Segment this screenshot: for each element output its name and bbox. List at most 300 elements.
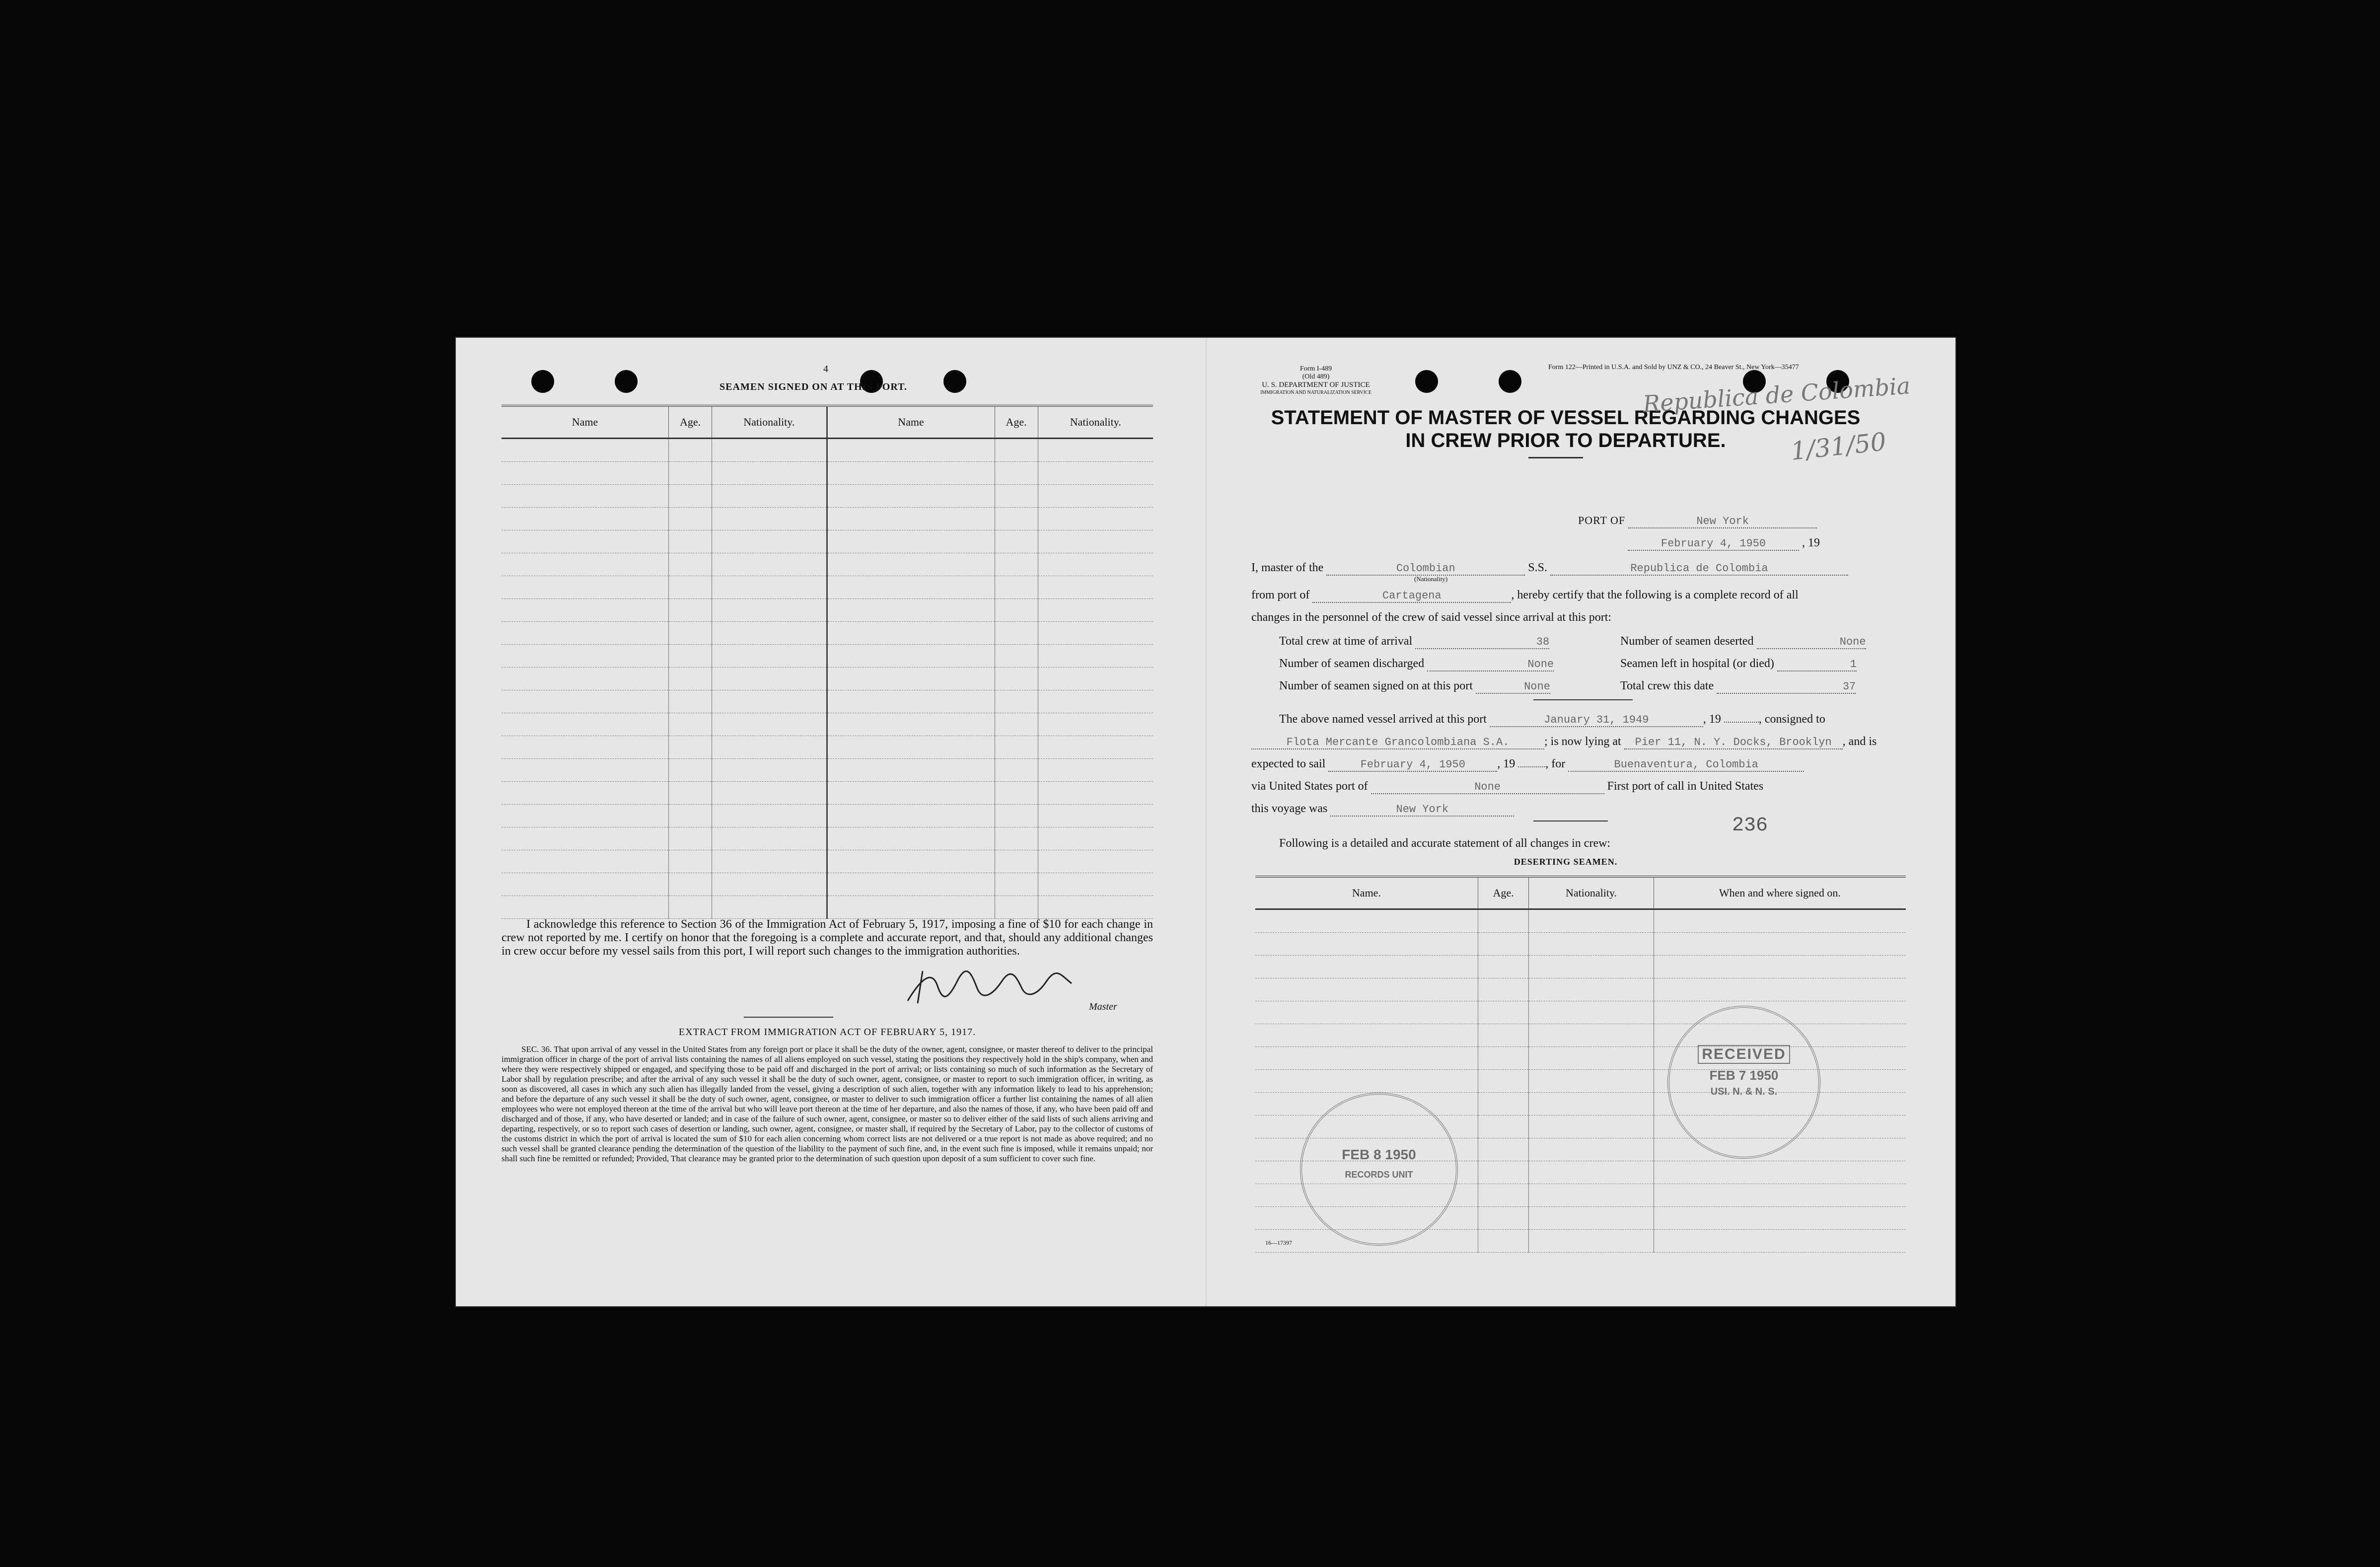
table-cell — [1478, 1001, 1528, 1024]
table-cell — [827, 462, 995, 485]
signed-on-value: None — [1476, 680, 1550, 694]
extract-text: SEC. 36. That upon arrival of any vessel in the United States from any foreign port or place it shall be the duty of the owner, agent, consignee, or master thereof to deliver to the principal immigration officer in charge of the port of arrival lists containing the names of all aliens employed on such vessel, stating the positions they respectively hold in the ship's company, when and where they were respectively shipped or engaged, and specifying those to be paid off and discharged in the port of arrival; or lists containing so much of such information as the Secretary of Labor shall by regulation prescribe; and after the arrival of any such vessel it shall be the duty of such owner, agent, consignee, or master to report to such immigration officer, in writing, as soon as discovered, all cases in which any such alien has illegally landed from the vessel, giving a description of such alien, together with any information likely to lead to his apprehension; and before the departure of any such vessel it shall be the duty of such owner, agent, consignee, or master to deliver to such immigration officer a further list containing the names of all alien employees who were not employed thereon at the time of the arrival but who will leave port thereon at the time of her departure, and also the names of those, if any, who have been paid off and discharged and of those, if any, who have deserted or landed; and in case of the failure of such owner, agent, consignee, or master so to deliver either of the said lists of such aliens arriving and departing, respectively, or so to report such cases of desertion or landing, such owner, agent, consignee, or master shall, if required by the Secretary of Labor, pay to the collector of customs of the customs district in which the port of arrival is located the sum of $10 for each alien concerning whom correct lists are not delivered or a true report is not made as above required; and no such vessel shall be granted clearance pending the determination of the question of the liability to the payment of such fine, and, in the event such fine is imposed, while it remains unpaid; nor shall such fine be remitted or refunded; Provided, That clearance may be granted prior to the determination of such question upon deposit of a sum sufficient to cover such fine. — [502, 1045, 1153, 1163]
total-date-line — [1620, 679, 1856, 694]
table-cell — [502, 713, 669, 736]
hospital-value: 1 — [1777, 658, 1857, 672]
table-row — [502, 827, 1153, 850]
table-cell — [669, 759, 712, 782]
table-cell — [712, 553, 827, 576]
table-cell — [502, 690, 669, 713]
table-cell — [1038, 622, 1153, 645]
table-cell — [712, 759, 827, 782]
table-cell — [827, 805, 995, 827]
table-cell — [669, 668, 712, 690]
service-name: IMMIGRATION AND NATURALIZATION SERVICE — [1260, 390, 1371, 395]
table-cell — [995, 508, 1038, 530]
lying-value: Pier 11, N. Y. Docks, Brooklyn — [1624, 736, 1843, 749]
table-cell — [1654, 909, 1906, 933]
table-cell — [1255, 1024, 1478, 1047]
column-header: Nationality. — [712, 406, 827, 439]
column-header: Age. — [669, 406, 712, 439]
year-blank — [1518, 766, 1545, 767]
deserted-line — [1620, 635, 1866, 649]
table-cell — [712, 599, 827, 622]
table-cell — [1478, 1138, 1528, 1161]
discharged-value: None — [1427, 658, 1554, 672]
table-cell — [712, 736, 827, 759]
lying-label: ; is now lying at — [1544, 735, 1621, 748]
column-header: Age. — [995, 406, 1038, 439]
table-cell — [995, 462, 1038, 485]
discharged-line — [1279, 657, 1554, 672]
table-cell — [1478, 1024, 1528, 1047]
table-cell — [1654, 1207, 1906, 1230]
left-page-title: SEAMEN SIGNED ON AT THIS PORT. — [720, 381, 907, 392]
arrived-suffix: , 19 — [1703, 713, 1721, 726]
voyage-line — [1251, 802, 1514, 817]
table-row — [502, 736, 1153, 759]
table-cell — [669, 599, 712, 622]
table-cell — [995, 485, 1038, 508]
table-row — [1255, 909, 1906, 933]
table-cell — [1255, 1047, 1478, 1070]
handwritten-date: 1/31/50 — [1789, 427, 1888, 466]
table-cell — [995, 622, 1038, 645]
arrived-line — [1279, 713, 1825, 727]
table-row — [502, 759, 1153, 782]
table-cell — [1478, 978, 1528, 1001]
table-cell — [1529, 1024, 1654, 1047]
form-title-line1: STATEMENT OF MASTER OF VESSEL REGARDING CHANGES — [1271, 407, 1861, 429]
table-cell — [995, 827, 1038, 850]
form-title-line2: IN CREW PRIOR TO DEPARTURE. — [1405, 430, 1726, 451]
table-cell — [502, 553, 669, 576]
table-cell — [712, 896, 827, 919]
table-cell — [1478, 933, 1528, 956]
total-date-value: 37 — [1717, 680, 1856, 694]
table-cell — [995, 645, 1038, 668]
table-cell — [502, 462, 669, 485]
table-cell — [1529, 1116, 1654, 1138]
table-cell — [712, 439, 827, 462]
master-label: Master — [1089, 1001, 1117, 1012]
ship-value: Republica de Colombia — [1550, 562, 1848, 576]
punch-hole — [1415, 370, 1438, 393]
table-cell — [502, 530, 669, 553]
from-port-value: Cartagena — [1312, 590, 1511, 603]
table-cell — [669, 622, 712, 645]
table-cell — [1038, 782, 1153, 805]
table-cell — [1529, 1047, 1654, 1070]
punch-hole — [531, 370, 554, 393]
extract-title: EXTRACT FROM IMMIGRATION ACT OF FEBRUARY 5, 1917. — [678, 1027, 976, 1038]
form-old-number: (Old 489) — [1302, 373, 1330, 380]
table-cell — [669, 896, 712, 919]
table-cell — [669, 827, 712, 850]
table-cell — [502, 508, 669, 530]
total-crew-line — [1279, 635, 1549, 649]
table-cell — [502, 645, 669, 668]
signed-on-line — [1279, 679, 1550, 694]
table-cell — [712, 873, 827, 896]
column-header: Nationality. — [1529, 877, 1654, 909]
table-cell — [1255, 978, 1478, 1001]
voyage-value: New York — [1330, 803, 1514, 817]
date-suffix: , 19 — [1802, 536, 1820, 549]
hospital-line — [1620, 657, 1857, 672]
year-blank — [1724, 722, 1759, 723]
voyage-label: this voyage was — [1251, 802, 1328, 815]
port-value: New York — [1628, 515, 1817, 528]
table-cell — [669, 508, 712, 530]
table-cell — [1038, 439, 1153, 462]
table-cell — [1529, 1230, 1654, 1253]
table-cell — [995, 439, 1038, 462]
arrived-value: January 31, 1949 — [1490, 714, 1703, 727]
table-cell — [1255, 956, 1478, 978]
form-id-block — [1256, 365, 1375, 397]
column-header: Name. — [1255, 877, 1478, 909]
consignee-value: Flota Mercante Grancolombiana S.A. — [1251, 736, 1544, 749]
table-cell — [1038, 645, 1153, 668]
table-cell — [995, 668, 1038, 690]
table-header-row — [1255, 877, 1906, 909]
total-crew-value: 38 — [1415, 636, 1549, 649]
port-line — [1578, 514, 1817, 528]
table-cell — [827, 668, 995, 690]
table-cell — [1529, 1207, 1654, 1230]
table-cell — [712, 485, 827, 508]
table-cell — [502, 873, 669, 896]
table-cell — [669, 439, 712, 462]
for-value: Buenaventura, Colombia — [1568, 758, 1804, 772]
printer-note: Form 122—Printed in U.S.A. and Sold by UNZ & CO., 24 Beaver St., New York—35477 — [1548, 364, 1799, 371]
table-cell — [712, 782, 827, 805]
table-cell — [995, 850, 1038, 873]
records-stamp-date: FEB 8 1950 — [1342, 1147, 1416, 1162]
table-cell — [712, 508, 827, 530]
from-port-line — [1251, 589, 1799, 603]
records-stamp-text: RECORDS UNIT — [1345, 1170, 1413, 1180]
table-cell — [502, 850, 669, 873]
table-row — [502, 782, 1153, 805]
table-cell — [1478, 1116, 1528, 1138]
via-line — [1251, 780, 1763, 794]
table-cell — [1529, 933, 1654, 956]
table-header-row — [502, 406, 1153, 439]
received-stamp-initials: USI. N. & N. S. — [1710, 1086, 1778, 1097]
table-cell — [827, 576, 995, 599]
table-cell — [502, 576, 669, 599]
document-sheet — [456, 338, 1955, 1306]
table-cell — [502, 668, 669, 690]
handwritten-ship-name: Republica de Colombia — [1642, 372, 1911, 418]
table-cell — [1478, 909, 1528, 933]
table-cell — [1255, 933, 1478, 956]
table-row — [502, 850, 1153, 873]
table-cell — [712, 668, 827, 690]
table-cell — [1038, 827, 1153, 850]
and-is-label: , and is — [1842, 735, 1877, 748]
signed-on-label: Number of seamen signed on at this port — [1279, 679, 1473, 692]
table-row — [502, 508, 1153, 530]
table-cell — [1529, 1070, 1654, 1093]
table-cell — [995, 553, 1038, 576]
page-number: 4 — [823, 364, 828, 374]
table-cell — [669, 462, 712, 485]
table-cell — [712, 622, 827, 645]
received-stamp-title: RECEIVED — [1698, 1045, 1790, 1064]
table-cell — [827, 439, 995, 462]
table-cell — [1038, 850, 1153, 873]
table-cell — [1478, 1207, 1528, 1230]
table-cell — [1038, 576, 1153, 599]
deserted-label: Number of seamen deserted — [1620, 635, 1754, 648]
changes-text: changes in the personnel of the crew of said vessel since arrival at this port: — [1251, 611, 1612, 624]
table-cell — [827, 530, 995, 553]
table-cell — [502, 805, 669, 827]
table-cell — [1478, 1230, 1528, 1253]
department-name: U. S. DEPARTMENT OF JUSTICE — [1262, 381, 1370, 389]
table-cell — [995, 530, 1038, 553]
table-cell — [827, 713, 995, 736]
table-row — [502, 805, 1153, 827]
certify-text: , hereby certify that the following is a complete record of all — [1511, 589, 1799, 601]
table-cell — [712, 827, 827, 850]
table-cell — [502, 599, 669, 622]
table-cell — [1038, 759, 1153, 782]
table-cell — [1038, 462, 1153, 485]
table-cell — [1529, 1001, 1654, 1024]
table-row — [502, 713, 1153, 736]
table-cell — [669, 553, 712, 576]
table-cell — [1529, 1093, 1654, 1116]
table-cell — [669, 576, 712, 599]
table-cell — [669, 736, 712, 759]
table-cell — [1038, 713, 1153, 736]
table-cell — [1038, 736, 1153, 759]
master-of-label: I, master of the — [1251, 561, 1324, 574]
table-cell — [712, 690, 827, 713]
acknowledgment-text: I acknowledge this reference to Section 36 of the Immigration Act of February 5, 1917, imposing a fine of $10 for each change in crew not reported by me. I certify on honor that the foregoing is a complete and accurate report, and that, should any additional changes in crew occur before my vessel sails from this port, I will report such changes to the immigration authorities. — [502, 918, 1153, 958]
table-cell — [827, 599, 995, 622]
first-port-label: First port of call in United States — [1607, 780, 1764, 793]
title-rule — [1528, 457, 1583, 458]
table-cell — [995, 759, 1038, 782]
punch-hole — [1499, 370, 1521, 393]
table-cell — [1654, 1184, 1906, 1207]
column-header: Name — [502, 406, 669, 439]
table-cell — [1038, 485, 1153, 508]
table-cell — [827, 508, 995, 530]
table-cell — [995, 713, 1038, 736]
arrived-label: The above named vessel arrived at this port — [1279, 713, 1487, 726]
table-cell — [712, 805, 827, 827]
form-number: Form I-489 — [1299, 365, 1332, 373]
total-date-label: Total crew this date — [1620, 679, 1714, 692]
table-cell — [995, 782, 1038, 805]
received-stamp-date: FEB 7 1950 — [1709, 1068, 1779, 1083]
table-cell — [712, 850, 827, 873]
nationality-value: Colombian — [1326, 562, 1525, 576]
ss-label: S.S. — [1528, 561, 1547, 574]
table-cell — [1038, 530, 1153, 553]
table-cell — [1478, 956, 1528, 978]
table-cell — [712, 462, 827, 485]
table-cell — [1478, 1093, 1528, 1116]
records-stamp — [1300, 1093, 1458, 1246]
table-row — [502, 485, 1153, 508]
table-cell — [1038, 668, 1153, 690]
table-cell — [1654, 978, 1906, 1001]
table-cell — [712, 645, 827, 668]
consignee-line — [1251, 735, 1876, 749]
table-row — [502, 622, 1153, 645]
table-row — [1255, 933, 1906, 956]
table-row — [502, 599, 1153, 622]
date-value: February 4, 1950 — [1628, 537, 1799, 551]
table-cell — [669, 530, 712, 553]
table-cell — [995, 736, 1038, 759]
table-cell — [827, 736, 995, 759]
table-cell — [1478, 1184, 1528, 1207]
following-text: Following is a detailed and accurate statement of all changes in crew: — [1279, 837, 1611, 850]
table-cell — [827, 850, 995, 873]
table-cell — [502, 782, 669, 805]
table-cell — [1255, 1070, 1478, 1093]
table-cell — [827, 690, 995, 713]
table-row — [502, 462, 1153, 485]
table-cell — [669, 485, 712, 508]
total-crew-label: Total crew at time of arrival — [1279, 635, 1413, 648]
table-row — [502, 576, 1153, 599]
table-cell — [827, 485, 995, 508]
received-stamp — [1667, 1006, 1820, 1159]
table-cell — [1038, 805, 1153, 827]
table-row — [502, 553, 1153, 576]
table-cell — [1654, 933, 1906, 956]
hospital-label: Seamen left in hospital (or died) — [1620, 657, 1774, 670]
table-cell — [827, 645, 995, 668]
table-cell — [669, 690, 712, 713]
table-cell — [827, 553, 995, 576]
table-cell — [1529, 1161, 1654, 1184]
table-cell — [669, 645, 712, 668]
form-footer: 16—17397 — [1265, 1239, 1292, 1246]
table-cell — [1255, 1001, 1478, 1024]
table-cell — [827, 622, 995, 645]
sail-suffix: , 19 — [1497, 757, 1515, 770]
table-cell — [502, 485, 669, 508]
table-cell — [502, 896, 669, 919]
via-label: via United States port of — [1251, 780, 1368, 793]
consigned-label: , consigned to — [1758, 713, 1825, 726]
table-cell — [502, 736, 669, 759]
table-cell — [1255, 909, 1478, 933]
table-cell — [1038, 873, 1153, 896]
table-cell — [502, 622, 669, 645]
table-row — [502, 668, 1153, 690]
stamp-number: 236 — [1732, 815, 1768, 837]
deserting-title: DESERTING SEAMEN. — [1514, 857, 1618, 867]
for-label: , for — [1545, 757, 1566, 770]
table-row — [502, 873, 1153, 896]
table-cell — [827, 759, 995, 782]
table-cell — [669, 713, 712, 736]
table-cell — [827, 896, 995, 919]
section-rule — [1533, 699, 1633, 700]
table-cell — [1654, 1230, 1906, 1253]
table-cell — [1529, 1138, 1654, 1161]
master-line — [1251, 561, 1848, 576]
table-cell — [1038, 553, 1153, 576]
table-row — [502, 530, 1153, 553]
table-cell — [827, 782, 995, 805]
port-label: PORT OF — [1578, 514, 1626, 526]
column-header: Nationality. — [1038, 406, 1153, 439]
table-cell — [1529, 1184, 1654, 1207]
table-cell — [1038, 599, 1153, 622]
table-row — [502, 690, 1153, 713]
table-cell — [1654, 956, 1906, 978]
table-cell — [1529, 956, 1654, 978]
from-port-label: from port of — [1251, 589, 1310, 601]
table-cell — [995, 896, 1038, 919]
table-cell — [995, 690, 1038, 713]
table-cell — [1478, 1047, 1528, 1070]
sail-value: February 4, 1950 — [1328, 758, 1497, 772]
table-cell — [827, 827, 995, 850]
table-cell — [669, 850, 712, 873]
signature-rule — [744, 1017, 833, 1018]
table-cell — [669, 873, 712, 896]
via-value: None — [1371, 781, 1604, 794]
table-row — [502, 439, 1153, 462]
table-row — [502, 645, 1153, 668]
deserted-value: None — [1757, 636, 1866, 649]
page-fold — [1206, 338, 1207, 1306]
nationality-caption: (Nationality) — [1414, 575, 1448, 583]
table-cell — [712, 576, 827, 599]
table-cell — [502, 827, 669, 850]
sail-label: expected to sail — [1251, 757, 1326, 770]
column-header: When and where signed on. — [1654, 877, 1906, 909]
sail-line — [1251, 757, 1804, 772]
seamen-signed-on-table — [502, 405, 1153, 919]
table-cell — [1038, 690, 1153, 713]
table-row — [1255, 978, 1906, 1001]
date-line — [1628, 536, 1820, 551]
table-cell — [1529, 978, 1654, 1001]
table-cell — [995, 576, 1038, 599]
table-cell — [1038, 896, 1153, 919]
table-cell — [995, 805, 1038, 827]
table-cell — [712, 713, 827, 736]
punch-hole — [615, 370, 638, 393]
column-header: Age. — [1478, 877, 1528, 909]
master-signature — [903, 966, 1082, 1006]
table-cell — [827, 873, 995, 896]
table-cell — [1038, 508, 1153, 530]
table-cell — [669, 805, 712, 827]
table-cell — [502, 439, 669, 462]
column-header: Name — [827, 406, 995, 439]
discharged-label: Number of seamen discharged — [1279, 657, 1425, 670]
table-row — [1255, 956, 1906, 978]
table-cell — [1478, 1161, 1528, 1184]
table-cell — [995, 873, 1038, 896]
table-cell — [1478, 1070, 1528, 1093]
